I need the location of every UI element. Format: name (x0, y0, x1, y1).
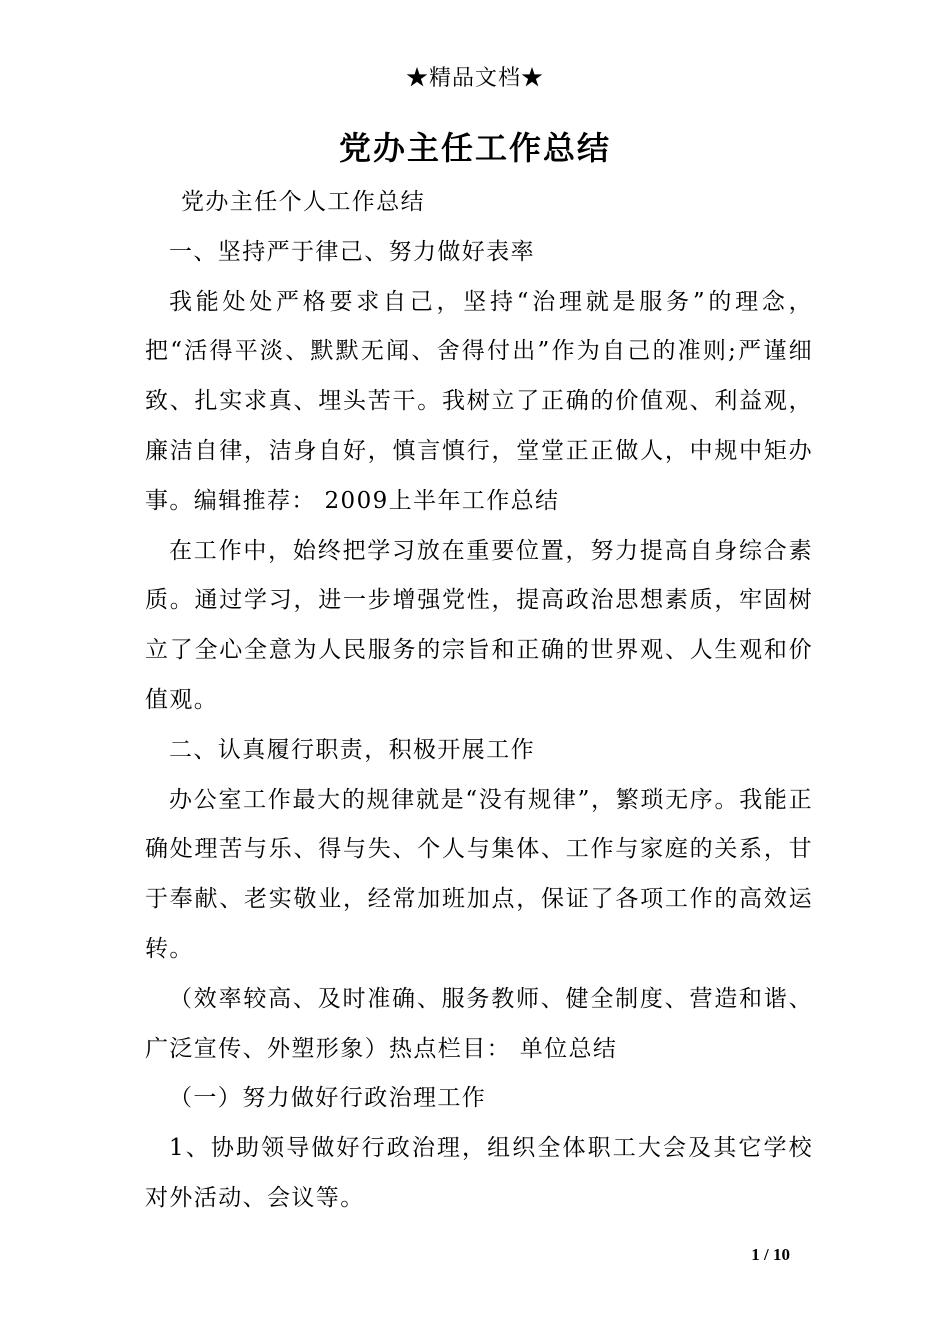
section-heading-1: 一、坚持严于律己、努力做好表率 (169, 238, 535, 265)
document-body (145, 178, 813, 1224)
body-paragraph: 我能处处严格要求自己，坚持“治理就是服务”的理念，把“活得平淡、默默无闻、舍得付出”作为自己的准则;严谨细致、扎实求真、埋头苦干。我树立了正确的价值观、利益观，廉洁自律，洁身自好，慎言慎行，堂堂正正做人，中规中矩办事。编辑推荐： 2009上半年工作总结 (145, 288, 813, 514)
document-title: 党办主任工作总结 (338, 129, 611, 167)
body-paragraph: （效率较高、及时准确、服务教师、健全制度、营造和谐、广泛宣传、外塑形象）热点栏目： 单位总结 (145, 985, 813, 1062)
body-paragraph: 在工作中，始终把学习放在重要位置，努力提高自身综合素质。通过学习，进一步增强党性，提高政治思想素质，牢固树立了全心全意为人民服务的宗旨和正确的世界观、人生观和价值观。 (145, 537, 813, 713)
subtitle-paragraph: 党办主任个人工作总结 (181, 189, 425, 215)
page-header: ★精品文档★ (405, 66, 544, 91)
body-paragraph: 1、协助领导做好行政治理，组织全体职工大会及其它学校对外活动、会议等。 (145, 1135, 813, 1211)
section-heading-2: 二、认真履行职责，积极开展工作 (169, 736, 535, 763)
page-number: 1 / 10 (751, 1245, 790, 1264)
subsection-heading: （一）努力做好行政治理工作 (169, 1085, 487, 1112)
body-paragraph: 办公室工作最大的规律就是“没有规律”，繁琐无序。我能正确处理苦与乐、得与失、个人与集体、工作与家庭的关系，甘于奉献、老实敬业，经常加班加点，保证了各项工作的高效运转。 (145, 786, 813, 962)
